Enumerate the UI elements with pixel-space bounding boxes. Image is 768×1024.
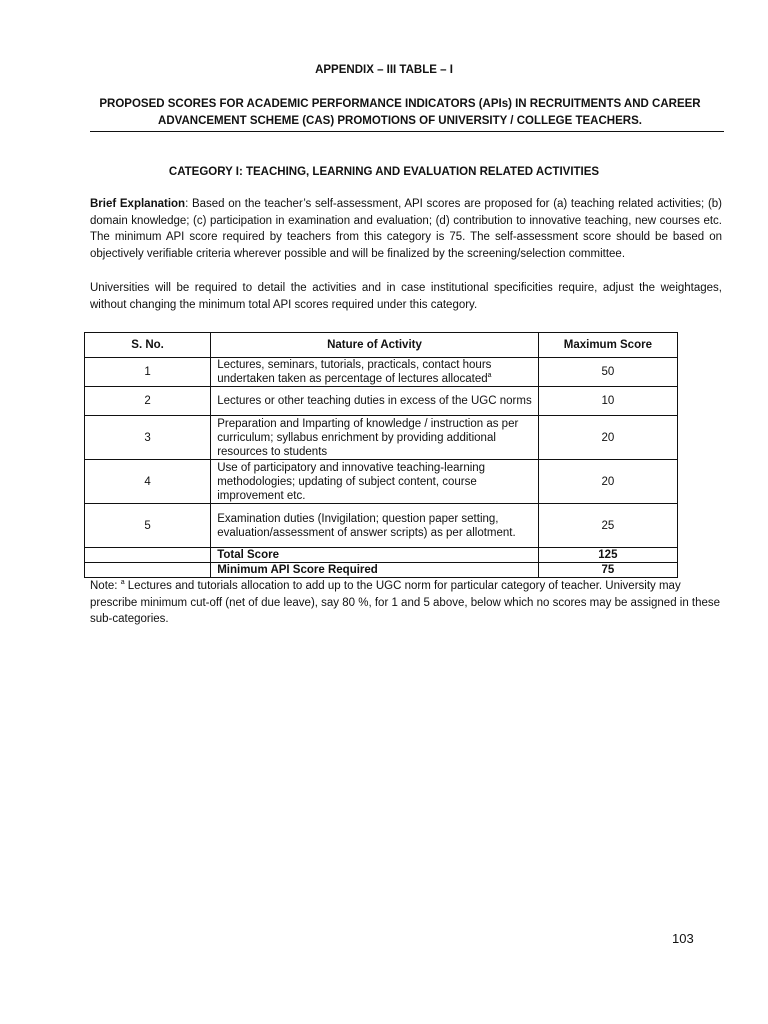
brief-explanation-text: : Based on the teacher’s self-assessment, API scores are proposed for (a) teaching related activities; (b) domain knowledge; (c) participation in examination and evaluation; (d) contribution to innovative teaching, new courses etc. The minimum API score required by teachers from this category is 75. The self-assessment score should be based on objectively verifiable criteria wherever possible and will be finalized by the screening/selection committee. — [90, 198, 722, 260]
row-max-score: 20 — [538, 460, 677, 504]
row-nature-text: Lectures, seminars, tutorials, practicals, contact hours undertaken taken as percentage of lectures allocated — [217, 359, 492, 385]
note-prefix: Note: — [90, 580, 121, 592]
row-sno: 1 — [85, 358, 211, 387]
api-score-table — [84, 332, 678, 578]
row-max-score: 50 — [538, 358, 677, 387]
header-max-score: Maximum Score — [538, 333, 677, 358]
note-text: Lectures and tutorials allocation to add up to the UGC norm for particular category of teacher. University may prescribe minimum cut-off (net of due leave), say 80 %, for 1 and 5 above, below which no scores may be assigned in these sub-categories. — [90, 580, 721, 625]
total-label: Total Score — [211, 548, 539, 563]
table-header-row — [85, 333, 678, 358]
universities-paragraph: Universities will be required to detail the activities and in case institutional specificities require, adjust the weightages, without changing the minimum total API scores required under this category. — [90, 282, 722, 311]
row-nature — [211, 358, 539, 387]
note-footnote-marker: a — [120, 579, 125, 587]
total-sno-empty — [85, 548, 211, 563]
row-sno: 4 — [85, 460, 211, 504]
minimum-sno-empty — [85, 563, 211, 578]
main-heading: PROPOSED SCORES FOR ACADEMIC PERFORMANCE INDICATORS (APIs) IN RECRUITMENTS AND CAREER ADVANCEMENT SCHEME (CAS) PROMOTIONS OF UNIVERSITY / COLLEGE TEACHERS. — [99, 98, 701, 127]
row-nature: Examination duties (Invigilation; question paper setting, evaluation/assessment of answer scripts) as per allotment. — [211, 504, 539, 548]
total-value: 125 — [538, 548, 677, 563]
page-number: 103 — [672, 931, 694, 946]
brief-explanation-paragraph — [90, 196, 722, 262]
brief-explanation-label: Brief Explanation — [90, 198, 186, 210]
appendix-title: APPENDIX – III TABLE – I — [315, 64, 453, 76]
row-max-score: 20 — [538, 416, 677, 460]
header-nature: Nature of Activity — [211, 333, 539, 358]
row-nature: Use of participatory and innovative teaching-learning methodologies; updating of subject content, course improvement etc. — [211, 460, 539, 504]
table-row — [85, 504, 678, 548]
table-row — [85, 387, 678, 416]
table-row — [85, 358, 678, 387]
header-sno: S. No. — [85, 333, 211, 358]
table-row — [85, 416, 678, 460]
table-row — [85, 460, 678, 504]
row-sno: 3 — [85, 416, 211, 460]
minimum-label: Minimum API Score Required — [211, 563, 539, 578]
row-sno: 5 — [85, 504, 211, 548]
minimum-row — [85, 563, 678, 578]
heading-divider — [90, 131, 724, 132]
row-nature: Preparation and Imparting of knowledge / instruction as per curriculum; syllabus enrichment by providing additional resources to students — [211, 416, 539, 460]
category-title: CATEGORY I: TEACHING, LEARNING AND EVALUATION RELATED ACTIVITIES — [168, 166, 600, 178]
row-sno: 2 — [85, 387, 211, 416]
row-nature: Lectures or other teaching duties in excess of the UGC norms — [211, 387, 539, 416]
table-note — [90, 578, 722, 628]
row-max-score: 10 — [538, 387, 677, 416]
footnote-marker: a — [487, 372, 492, 380]
minimum-value: 75 — [538, 563, 677, 578]
row-max-score: 25 — [538, 504, 677, 548]
total-row — [85, 548, 678, 563]
